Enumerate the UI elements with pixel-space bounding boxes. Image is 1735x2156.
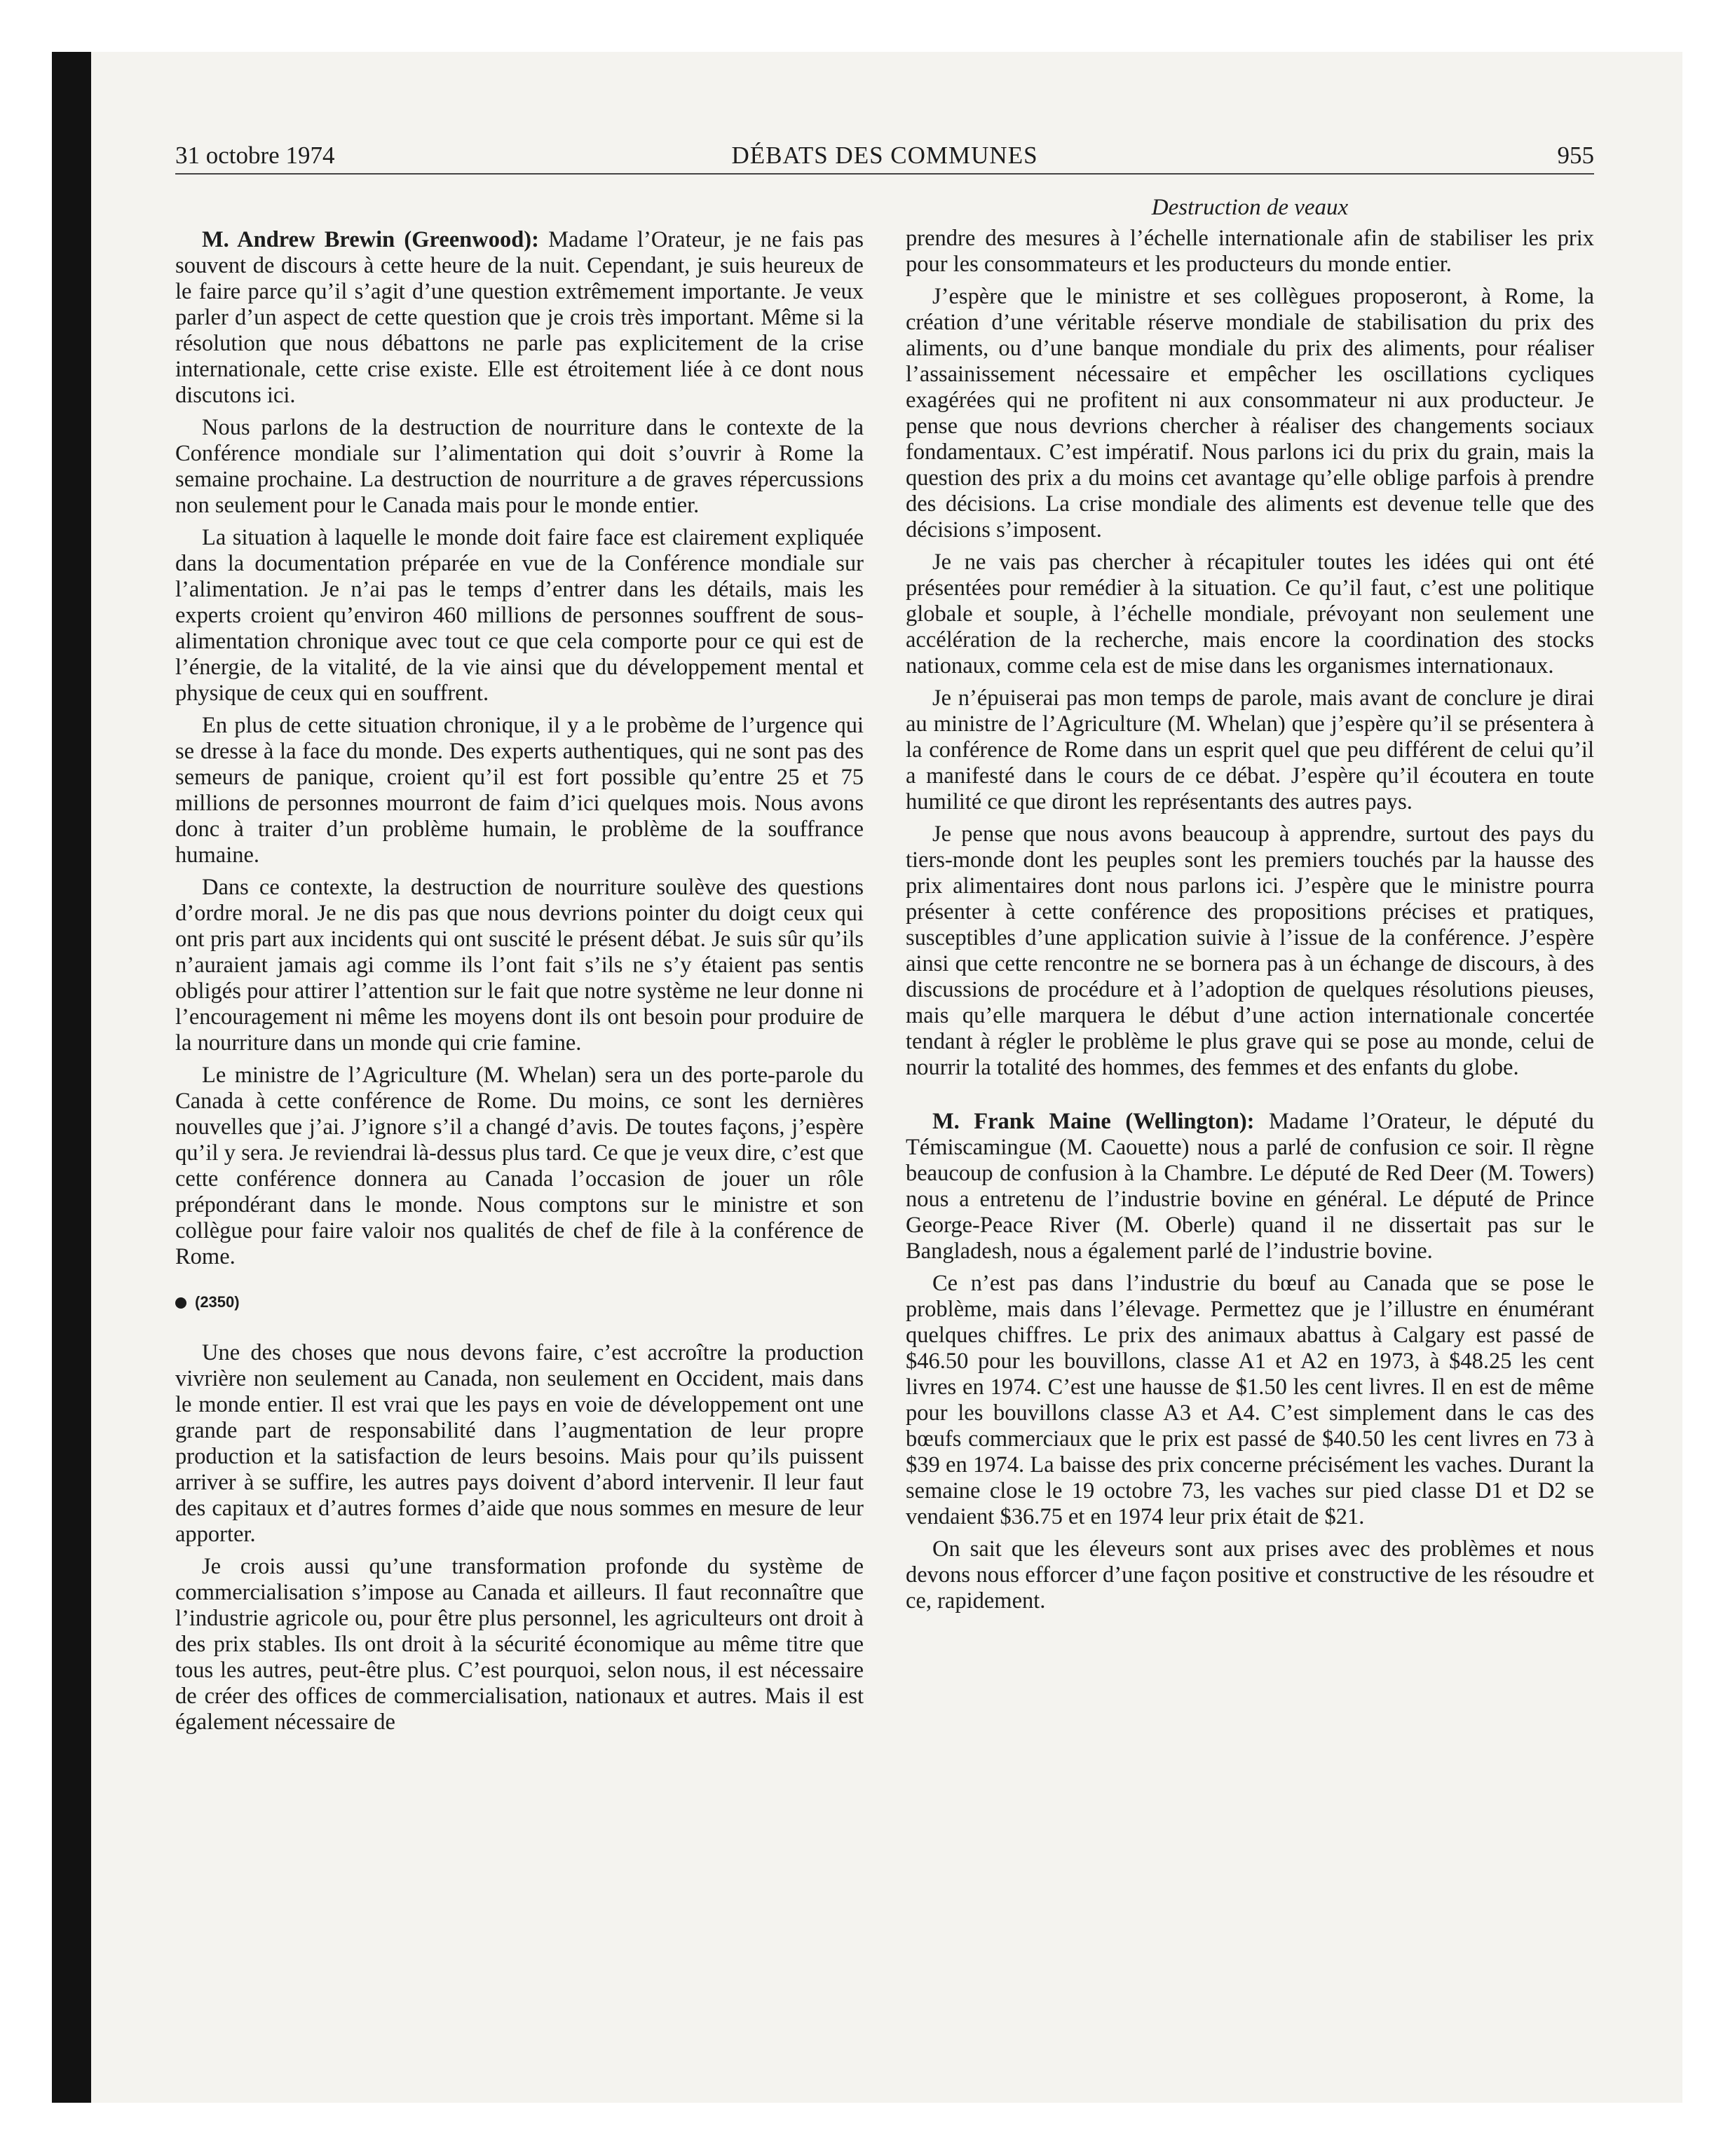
paragraph: En plus de cette situation chronique, il y a le probème de l’urgence qui se dresse à la face du monde. Des experts authentiques, qui ne sont pas des semeurs de panique, croient qu’il est fort possible qu’entre 25 et 75 millions de personnes mourront de faim d’ici quelques mois. Nous avons donc à traiter d’un problème humain, le problème de la souffrance humaine. xyxy=(175,713,864,868)
paragraph: J’espère que le ministre et ses collègues proposeront, à Rome, la création d’une véritable réserve mondiale de stabilisation du prix des aliments, ou d’une banque mondiale du prix des aliments, pour réaliser l’assainissement nécessaire et empêcher les oscillations cycliques exagérées qui ne profitent ni aux consommateur ni aux producteur. Je pense que nous devrions chercher à réaliser des changements sociaux fondamentaux. C’est impératif. Nous parlons ici du prix du grain, mais la question des prix a du moins cet avantage qu’elle oblige parfois à prendre des décisions. La crise mondiale des aliments est devenue telle que des décisions s’imposent. xyxy=(906,284,1594,543)
page-header xyxy=(175,138,1594,175)
paragraph: Je pense que nous avons beaucoup à apprendre, surtout des pays du tiers-monde dont les peuples sont les premiers touchés par la hausse des prix alimentaires dont nous parlons ici. J’espère que le ministre pourra présenter à cette conférence des propositions précises et pratiques, susceptibles d’une application suivie à l’issue de la conférence. J’espère ainsi que cette rencontre ne se bornera pas à un échange de discours, à des discussions de procédure et à l’adoption de quelques résolutions pieuses, mais qu’elle marquera le début d’une action internationale concertée tendant à régler le problème le plus grave qui se pose au monde, celui de nourrir la totalité des hommes, des femmes et des enfants du globe. xyxy=(906,821,1594,1080)
header-date: 31 octobre 1974 xyxy=(175,142,335,169)
paragraph-text: Madame l’Orateur, je ne fais pas souvent de discours à cette heure de la nuit. Cependant, je suis heureux de le faire parce qu’il s’agit d’une question extrêmement importante. Je veux parler d’un aspect de cette question que je crois très important. Même si la résolution que nous débattons ne parle pas explicitement de la crise internationale, cette crise existe. Elle est étroitement liée à ce dont nous discutons ici. xyxy=(175,227,864,408)
paragraph: Nous parlons de la destruction de nourriture dans le contexte de la Conférence mondiale sur l’alimentation qui doit s’ouvrir à Rome la semaine prochaine. La destruction de nourriture a de graves répercussions non seulement pour le Canada mais pour le monde entier. xyxy=(175,415,864,518)
subject-heading: Destruction de veaux xyxy=(1151,195,1349,220)
right-column xyxy=(906,226,1594,1978)
paragraph: Je n’épuiserai pas mon temps de parole, mais avant de conclure je dirai au ministre de l’Agriculture (M. Whelan) que j’espère qu’il se présentera à la conférence de Rome dans un esprit quel que peu différent de celui qu’il a manifesté dans le cours de ce débat. J’espère qu’il écoutera en toute humilité ce que diront les représentants des autres pays. xyxy=(906,685,1594,814)
paragraph: Le ministre de l’Agriculture (M. Whelan) sera un des porte-parole du Canada à cette conférence de Rome. Du moins, ce sont les dernières nouvelles que j’ai. J’ignore s’il a changé d’avis. De toutes façons, j’espère qu’il y sera. Je reviendrai là-dessus plus tard. Ce que je veux dire, c’est que cette conférence donnera au Canada l’occasion de jouer un rôle prépondérant dans le monde. Nous comptons sur le ministre et son collègue pour faire valoir nos qualités de chef de file à la conférence de Rome. xyxy=(175,1063,864,1269)
continued-paragraph: prendre des mesures à l’échelle internationale afin de stabiliser les prix pour les consommateurs et les producteurs du monde entier. xyxy=(906,226,1594,277)
bullet-icon xyxy=(175,1297,186,1309)
paragraph: Je ne vais pas chercher à récapituler toutes les idées qui ont été présentées pour remédier à la situation. Ce qu’il faut, c’est une politique globale et souple, à l’échelle mondiale, prévoyant non seulement une accélération de la recherche, mais encore la coordination des stocks nationaux, comme cela est de mise dans les organismes internationaux. xyxy=(906,550,1594,678)
paragraph: Ce n’est pas dans l’industrie du bœuf au Canada que se pose le problème, mais dans l’élevage. Permettez que je l’illustre en énumérant quelques chiffres. Le prix des animaux abattus à Calgary est passé de $46.50 pour les bouvillons, classe A1 et A2 en 1973, à $48.25 les cent livres en 1974. C’est une hausse de $1.50 les cent livres. Il en est de même pour les bouvillons classe A3 et A4. C’est simplement dans le cas des bœufs commerciaux que le prix est passé de $40.50 les cent livres en 73 à $39 en 1974. La baisse des prix concerne précisément les vaches. Durant la semaine close le 19 octobre 73, les vaches sur pied classe D1 et D2 se vendaient $36.75 et en 1974 leur prix était de $21. xyxy=(906,1271,1594,1529)
time-stamp-text: (2350) xyxy=(195,1293,240,1311)
speech-paragraph xyxy=(906,1109,1594,1264)
paragraph: Je crois aussi qu’une transformation profonde du système de commercialisation s’impose au Canada et ailleurs. Il faut reconnaître que l’industrie agricole ou, pour être plus personnel, les agriculteurs ont droit à des prix stables. Ils ont droit à la sécurité économique au même titre que tous les autres, peut-être plus. C’est pourquoi, selon nous, il est nécessaire de créer des offices de commercialisation, nationaux et autres. Mais il est également nécessaire de xyxy=(175,1554,864,1735)
paragraph: On sait que les éleveurs sont aux prises avec des problèmes et nous devons nous efforcer d’une façon positive et constructive de les résoudre et ce, rapidement. xyxy=(906,1536,1594,1613)
page-number: 955 xyxy=(1557,142,1594,169)
speech-paragraph xyxy=(175,227,864,409)
paragraph: La situation à laquelle le monde doit faire face est clairement expliquée dans la documentation préparée en vue de la Conférence mondiale sur l’alimentation. Je n’ai pas le temps d’entrer dans les détails, mais les experts croient qu’environ 460 millions de personnes souffrent de sous-alimentation chronique avec tout ce que cela comporte pour ce qui est de l’énergie, de la vitalité, de la vie ainsi que du développement mental et physique de ceux qui en souffrent. xyxy=(175,525,864,706)
time-stamp xyxy=(175,1288,864,1316)
scan-border xyxy=(52,52,91,2103)
left-column xyxy=(175,227,864,1979)
paragraph: Une des choses que nous devons faire, c’est accroître la production vivrière non seulement au Canada, non seulement en Occident, mais dans le monde entier. Il est vrai que les pays en voie de développement ont une grande part de responsabilité dans l’augmentation de leur propre production et la satisfaction de leurs besoins. Mais pour qu’ils puissent arriver à se suffire, les autres pays doivent d’abord intervenir. Il leur faut des capitaux et d’autres formes d’aide que nous sommes en mesure de leur apporter. xyxy=(175,1340,864,1547)
paragraph: Dans ce contexte, la destruction de nourriture soulève des questions d’ordre moral. Je ne dis pas que nous devrions pointer du doigt ceux qui ont pris part aux incidents qui ont suscité le présent débat. Je suis sûr qu’ils n’auraient jamais agi comme ils l’ont fait s’ils ne s’y étaient pas sentis obligés pour attirer l’attention sur le fait que notre système ne leur donne ni l’encouragement ni même les moyens dont ils ont besoin pour produire de la nourriture dans un monde qui crie famine. xyxy=(175,875,864,1056)
journal-title: DÉBATS DES COMMUNES xyxy=(731,142,1038,169)
speaker-name: M. Frank Maine (Wellington): xyxy=(932,1109,1255,1134)
speaker-name: M. Andrew Brewin (Greenwood): xyxy=(202,227,539,252)
paragraph-text: Madame l’Orateur, le député du Témiscamingue (M. Caouette) nous a parlé de confusion ce soir. Il règne beaucoup de confusion à la Chambre. Le député de Red Deer (M. Towers) nous a entretenu de l’industrie bovine en général. Le député de Prince George-Peace River (M. Oberle) quand il ne dissertait pas sur le Bangladesh, nous a également parlé de l’industrie bovine. xyxy=(906,1109,1594,1264)
